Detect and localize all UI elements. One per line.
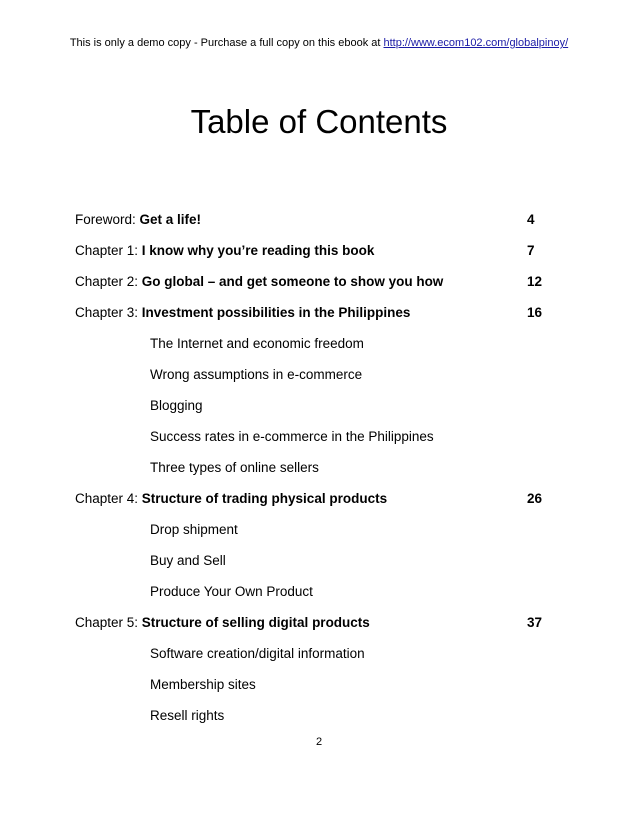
toc-subentry[interactable] — [75, 334, 555, 365]
toc-subentry[interactable] — [75, 365, 555, 396]
toc-entry-chapter-2[interactable] — [75, 272, 555, 303]
toc-entry-page: 16 — [527, 305, 543, 320]
toc-subentry-label: Success rates in e-commerce in the Philippines — [150, 429, 434, 444]
demo-notice-text: This is only a demo copy - Purchase a full copy on this ebook at — [69, 37, 384, 49]
toc-entry-page: 26 — [527, 491, 543, 506]
toc-subentry[interactable] — [75, 520, 555, 551]
purchase-link[interactable]: http://www.ecom102.com/globalpinoy/ — [383, 37, 569, 49]
toc-subentry-label: Three types of online sellers — [150, 460, 319, 475]
toc-entry-prefix: Chapter 4: — [75, 491, 142, 506]
toc-entry-page: 7 — [527, 243, 535, 258]
toc-subentry-label: Resell rights — [150, 708, 225, 723]
toc-entry-prefix: Chapter 2: — [75, 274, 142, 289]
toc-entry-title: Go global – and get someone to show you how — [141, 274, 444, 289]
toc-subentry[interactable] — [75, 427, 555, 458]
toc-entry-chapter-1[interactable] — [75, 241, 555, 272]
toc-subentry-label: Produce Your Own Product — [150, 584, 313, 599]
page-title: Table of Contents — [190, 103, 448, 140]
page-number: 2 — [315, 736, 323, 748]
toc-subentry[interactable] — [75, 675, 555, 706]
toc-entry-prefix: Chapter 1: — [75, 243, 142, 258]
toc-subentry[interactable] — [75, 644, 555, 675]
toc-entry-title: Investment possibilities in the Philippines — [141, 305, 411, 320]
toc-subentry-label: Membership sites — [150, 677, 256, 692]
toc-entry-chapter-3[interactable] — [75, 303, 555, 334]
toc-entry-chapter-4[interactable] — [75, 489, 555, 520]
toc-entry-page: 4 — [527, 212, 535, 227]
toc-subentry-label: Buy and Sell — [150, 553, 226, 568]
toc-subentry-label: Wrong assumptions in e-commerce — [150, 367, 363, 382]
toc-entry-foreword[interactable] — [75, 210, 555, 241]
toc-entry-chapter-5[interactable] — [75, 613, 555, 644]
toc-entry-prefix: Chapter 3: — [75, 305, 142, 320]
toc-entry-page: 12 — [527, 274, 543, 289]
toc-subentry[interactable] — [75, 551, 555, 582]
toc-subentry-label: The Internet and economic freedom — [150, 336, 364, 351]
toc-entry-prefix: Foreword: — [75, 212, 140, 227]
toc-subentry[interactable] — [75, 396, 555, 427]
toc-entry-title: I know why you’re reading this book — [141, 243, 375, 258]
toc-subentry-label: Blogging — [150, 398, 203, 413]
toc-entry-page: 37 — [527, 615, 543, 630]
toc-subentry[interactable] — [75, 582, 555, 613]
demo-copy-notice — [0, 37, 638, 49]
table-of-contents — [75, 210, 555, 737]
toc-entry-title: Structure of trading physical products — [141, 491, 388, 506]
toc-entry-title: Structure of selling digital products — [141, 615, 370, 630]
toc-entry-title: Get a life! — [139, 212, 202, 227]
toc-entry-prefix: Chapter 5: — [75, 615, 142, 630]
toc-subentry-label: Software creation/digital information — [150, 646, 365, 661]
toc-subentry-label: Drop shipment — [150, 522, 238, 537]
toc-subentry[interactable] — [75, 706, 555, 737]
toc-subentry[interactable] — [75, 458, 555, 489]
